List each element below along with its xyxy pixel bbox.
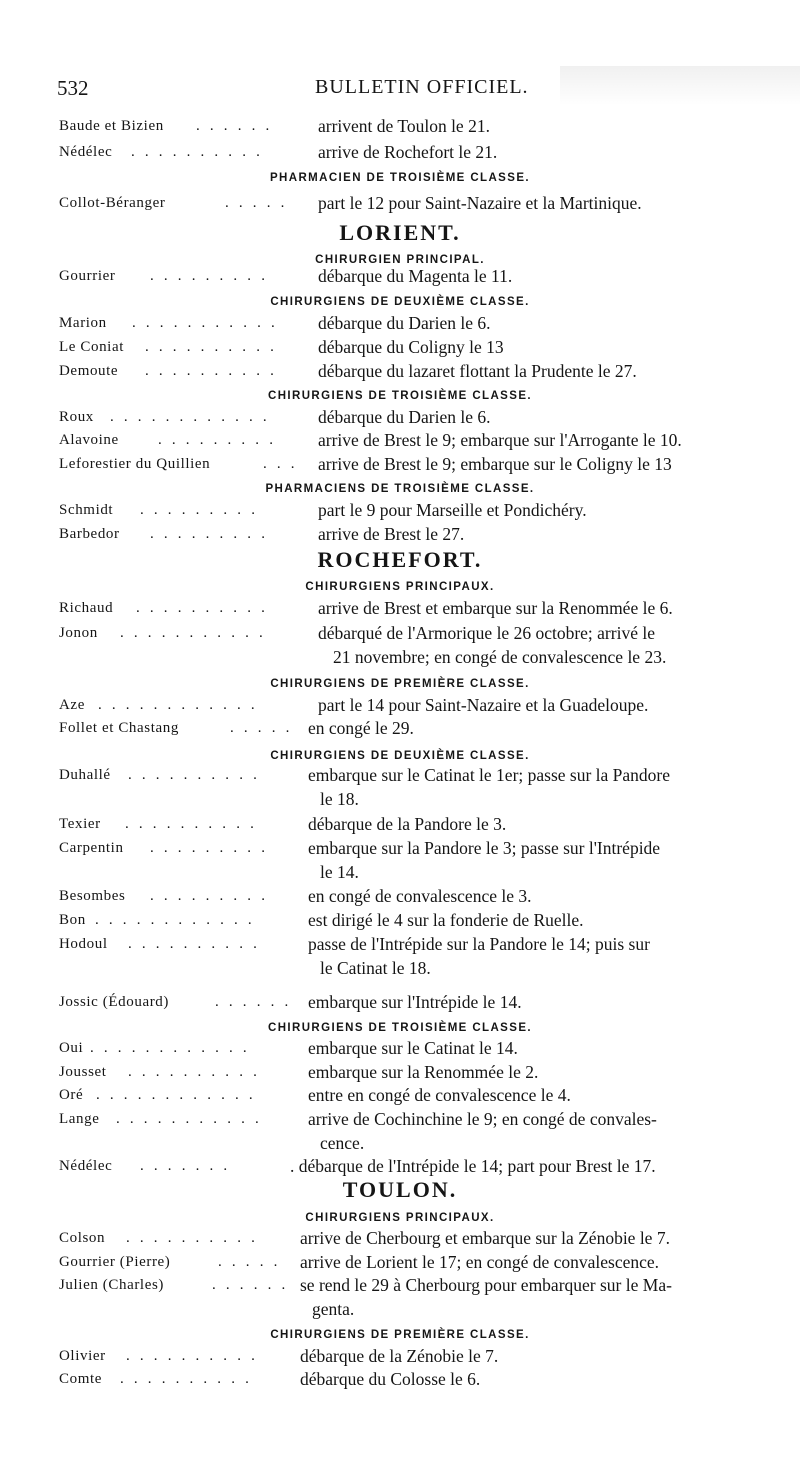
entry-continuation xyxy=(0,787,800,811)
rank-heading xyxy=(0,166,800,190)
personnel-entry xyxy=(0,836,800,860)
officer-name: Hodoul xyxy=(59,936,108,952)
officer-name: Schmidt xyxy=(59,502,114,518)
movement-text: débarque du lazaret flottant la Prudente le 27. xyxy=(318,361,637,381)
port-heading xyxy=(0,548,800,572)
entry-continuation xyxy=(0,645,800,669)
leader-dots: . . . . . xyxy=(230,720,293,736)
movement-text: embarque sur l'Intrépide le 14. xyxy=(308,992,522,1012)
officer-name: Julien (Charles) xyxy=(59,1277,164,1293)
movement-text: cence. xyxy=(320,1133,365,1153)
officer-name: Le Coniat xyxy=(59,339,124,355)
officer-name: Jossic (Édouard) xyxy=(59,994,169,1010)
rank-heading-text: CHIRURGIENS DE TROISIÈME CLASSE. xyxy=(268,390,532,402)
personnel-entry xyxy=(0,452,800,476)
personnel-entry xyxy=(0,1226,800,1250)
officer-name: Besombes xyxy=(59,888,126,904)
movement-text: débarque du Darien le 6. xyxy=(318,407,491,427)
movement-text: embarque sur la Renommée le 2. xyxy=(308,1062,539,1082)
movement-text: part le 14 pour Saint-Nazaire et la Guadeloupe. xyxy=(318,695,649,715)
movement-text: arrive de Rochefort le 21. xyxy=(318,142,498,162)
officer-name: Leforestier du Quillien xyxy=(59,456,211,472)
officer-name: Jonon xyxy=(59,625,98,641)
rank-heading-text: CHIRURGIENS DE DEUXIÈME CLASSE. xyxy=(270,750,530,762)
port-heading-text: TOULON. xyxy=(342,1177,458,1202)
officer-name: Oré xyxy=(59,1087,84,1103)
personnel-entry xyxy=(0,335,800,359)
leader-dots: . . . . . xyxy=(218,1254,281,1270)
personnel-entry xyxy=(0,359,800,383)
movement-text: part le 9 pour Marseille et Pondichéry. xyxy=(318,500,587,520)
leader-dots: . . . . . . xyxy=(215,994,292,1010)
movement-text: débarqué de l'Armorique le 26 octobre; arrivé le xyxy=(318,623,655,643)
officer-name: Follet et Chastang xyxy=(59,720,179,736)
officer-name: Olivier xyxy=(59,1348,106,1364)
movement-text: se rend le 29 à Cherbourg pour embarquer sur le Ma- xyxy=(300,1275,672,1295)
leader-dots: . . . xyxy=(263,456,298,472)
leader-dots: . . . . . . . . . . . xyxy=(120,625,266,641)
personnel-entry xyxy=(0,763,800,787)
movement-text: le Catinat le 18. xyxy=(320,958,431,978)
leader-dots: . . . . . . . . . . xyxy=(128,1064,261,1080)
rank-heading-text: CHIRURGIENS PRINCIPAUX. xyxy=(305,1212,495,1224)
leader-dots: . . . . . . . . . . . xyxy=(132,315,278,331)
leader-dots: . . . . . . . . . xyxy=(150,840,269,856)
entry-continuation xyxy=(0,1297,800,1321)
movement-text: embarque sur le Catinat le 14. xyxy=(308,1038,518,1058)
personnel-entry xyxy=(0,140,800,164)
officer-name: Jousset xyxy=(59,1064,107,1080)
personnel-entry xyxy=(0,1036,800,1060)
leader-dots: . . . . . xyxy=(225,195,288,211)
officer-name: Aze xyxy=(59,697,85,713)
rank-heading-text: CHIRURGIENS DE DEUXIÈME CLASSE. xyxy=(270,296,530,308)
personnel-entry xyxy=(0,693,800,717)
personnel-entry xyxy=(0,812,800,836)
rank-heading-text: CHIRURGIEN PRINCIPAL. xyxy=(315,254,485,266)
leader-dots: . . . . . . . . . . xyxy=(145,339,278,355)
movement-text: est dirigé le 4 sur la fonderie de Ruelle. xyxy=(308,910,584,930)
officer-name: Bon xyxy=(59,912,86,928)
personnel-entry xyxy=(0,1273,800,1297)
personnel-entry xyxy=(0,908,800,932)
officer-name: Marion xyxy=(59,315,107,331)
leader-dots: . . . . . . . . . . . . xyxy=(110,409,270,425)
movement-text: débarque de la Pandore le 3. xyxy=(308,814,507,834)
personnel-entry xyxy=(0,1154,800,1178)
officer-name: Lange xyxy=(59,1111,100,1127)
leader-dots: . . . . . . . . . xyxy=(150,888,269,904)
officer-name: Baude et Bizien xyxy=(59,118,164,134)
personnel-entry xyxy=(0,114,800,138)
entry-continuation xyxy=(0,860,800,884)
personnel-entry xyxy=(0,1344,800,1368)
movement-text: en congé le 29. xyxy=(308,718,414,738)
personnel-entry xyxy=(0,1107,800,1131)
leader-dots: . . . . . . . . . . . xyxy=(116,1111,262,1127)
personnel-entry xyxy=(0,191,800,215)
leader-dots: . . . . . . xyxy=(212,1277,289,1293)
movement-text: arrive de Brest le 9; embarque sur l'Arrogante le 10. xyxy=(318,430,682,450)
officer-name: Collot-Béranger xyxy=(59,195,166,211)
entry-continuation xyxy=(0,1131,800,1155)
officer-name: Alavoine xyxy=(59,432,119,448)
leader-dots: . . . . . . . . . . xyxy=(126,1230,259,1246)
leader-dots: . . . . . . . . . . xyxy=(136,600,269,616)
personnel-entry xyxy=(0,1060,800,1084)
movement-text: débarque du Colosse le 6. xyxy=(300,1369,481,1389)
officer-name: Colson xyxy=(59,1230,106,1246)
movement-text: embarque sur la Pandore le 3; passe sur l'Intrépide xyxy=(308,838,661,858)
rank-heading-text: PHARMACIEN DE TROISIÈME CLASSE. xyxy=(269,172,530,184)
running-title: BULLETIN OFFICIEL. xyxy=(315,76,529,98)
movement-text: débarque de la Zénobie le 7. xyxy=(300,1346,499,1366)
personnel-entry xyxy=(0,498,800,522)
officer-name: Carpentin xyxy=(59,840,124,856)
personnel-entry xyxy=(0,884,800,908)
movement-text: arrive de Brest et embarque sur la Renommée le 6. xyxy=(318,598,673,618)
personnel-entry xyxy=(0,621,800,645)
port-heading xyxy=(0,221,800,245)
movement-text: arrive de Brest le 27. xyxy=(318,524,465,544)
movement-text: part le 12 pour Saint-Nazaire et la Martinique. xyxy=(318,193,642,213)
officer-name: Gourrier (Pierre) xyxy=(59,1254,171,1270)
leader-dots: . . . . . . xyxy=(196,118,273,134)
port-heading-text: LORIENT. xyxy=(339,220,461,245)
leader-dots: . . . . . . . . . xyxy=(150,268,269,284)
movement-text: embarque sur le Catinat le 1er; passe sur la Pandore xyxy=(308,765,671,785)
personnel-entry xyxy=(0,264,800,288)
movement-text: débarque du Darien le 6. xyxy=(318,313,491,333)
movement-text: arrive de Brest le 9; embarque sur le Coligny le 13 xyxy=(318,454,672,474)
leader-dots: . . . . . . . . . . . . xyxy=(90,1040,250,1056)
leader-dots: . . . . . . . . . . xyxy=(125,816,258,832)
personnel-entry xyxy=(0,932,800,956)
port-heading xyxy=(0,1178,800,1202)
personnel-entry xyxy=(0,522,800,546)
leader-dots: . . . . . . . . . . xyxy=(145,363,278,379)
movement-text: le 18. xyxy=(320,789,359,809)
leader-dots: . . . . . . . . . . xyxy=(131,144,264,160)
rank-heading-text: PHARMACIENS DE TROISIÈME CLASSE. xyxy=(265,483,535,495)
movement-text: débarque du Coligny le 13 xyxy=(318,337,504,357)
personnel-entry xyxy=(0,1367,800,1391)
leader-dots: . . . . . . . . . . xyxy=(128,767,261,783)
movement-text: genta. xyxy=(312,1299,355,1319)
officer-name: Gourrier xyxy=(59,268,116,284)
leader-dots: . . . . . . . . . . xyxy=(120,1371,253,1387)
movement-text: en congé de convalescence le 3. xyxy=(308,886,532,906)
movement-text: passe de l'Intrépide sur la Pandore le 14; puis sur xyxy=(308,934,650,954)
officer-name: Roux xyxy=(59,409,94,425)
leader-dots: . . . . . . . . . xyxy=(140,502,259,518)
movement-text: arrive de Cherbourg et embarque sur la Zénobie le 7. xyxy=(300,1228,670,1248)
movement-text: arrivent de Toulon le 21. xyxy=(318,116,490,136)
officer-name: Nédélec xyxy=(59,1158,113,1174)
personnel-entry xyxy=(0,1083,800,1107)
movement-text: le 14. xyxy=(320,862,359,882)
movement-text: débarque du Magenta le 11. xyxy=(318,266,513,286)
personnel-entry xyxy=(0,1250,800,1274)
leader-dots: . . . . . . . . . . . . xyxy=(98,697,258,713)
leader-dots: . . . . . . . . . . . . xyxy=(96,1087,256,1103)
personnel-entry xyxy=(0,405,800,429)
leader-dots: . . . . . . . . . . xyxy=(128,936,261,952)
officer-name: Richaud xyxy=(59,600,114,616)
leader-dots: . . . . . . . . . xyxy=(158,432,277,448)
leader-dots: . . . . . . . . . . . . xyxy=(95,912,255,928)
personnel-entry xyxy=(0,990,800,1014)
officer-name: Oui xyxy=(59,1040,84,1056)
officer-name: Duhallé xyxy=(59,767,111,783)
rank-heading-text: CHIRURGIENS PRINCIPAUX. xyxy=(305,581,495,593)
personnel-entry xyxy=(0,428,800,452)
leader-dots: . . . . . . . . . xyxy=(150,526,269,542)
officer-name: Comte xyxy=(59,1371,102,1387)
port-heading-text: ROCHEFORT. xyxy=(317,547,483,572)
rank-heading-text: CHIRURGIENS DE PREMIÈRE CLASSE. xyxy=(270,1329,530,1341)
officer-name: Nédélec xyxy=(59,144,113,160)
rank-heading-text: CHIRURGIENS DE PREMIÈRE CLASSE. xyxy=(270,678,530,690)
page-number: 532 xyxy=(57,76,89,100)
leader-dots: . . . . . . . xyxy=(140,1158,231,1174)
leader-dots: . . . . . . . . . . xyxy=(126,1348,259,1364)
personnel-entry xyxy=(0,596,800,620)
entry-continuation xyxy=(0,956,800,980)
movement-text: 21 novembre; en congé de convalescence le 23. xyxy=(333,647,667,667)
rank-heading-text: CHIRURGIENS DE TROISIÈME CLASSE. xyxy=(268,1022,532,1034)
personnel-entry xyxy=(0,311,800,335)
officer-name: Barbedor xyxy=(59,526,120,542)
movement-text: entre en congé de convalescence le 4. xyxy=(308,1085,571,1105)
movement-text: . débarque de l'Intrépide le 14; part pour Brest le 17. xyxy=(290,1156,656,1176)
officer-name: Demoute xyxy=(59,363,119,379)
movement-text: arrive de Lorient le 17; en congé de convalescence. xyxy=(300,1252,660,1272)
personnel-entry xyxy=(0,716,800,740)
movement-text: arrive de Cochinchine le 9; en congé de convales- xyxy=(308,1109,657,1129)
officer-name: Texier xyxy=(59,816,101,832)
